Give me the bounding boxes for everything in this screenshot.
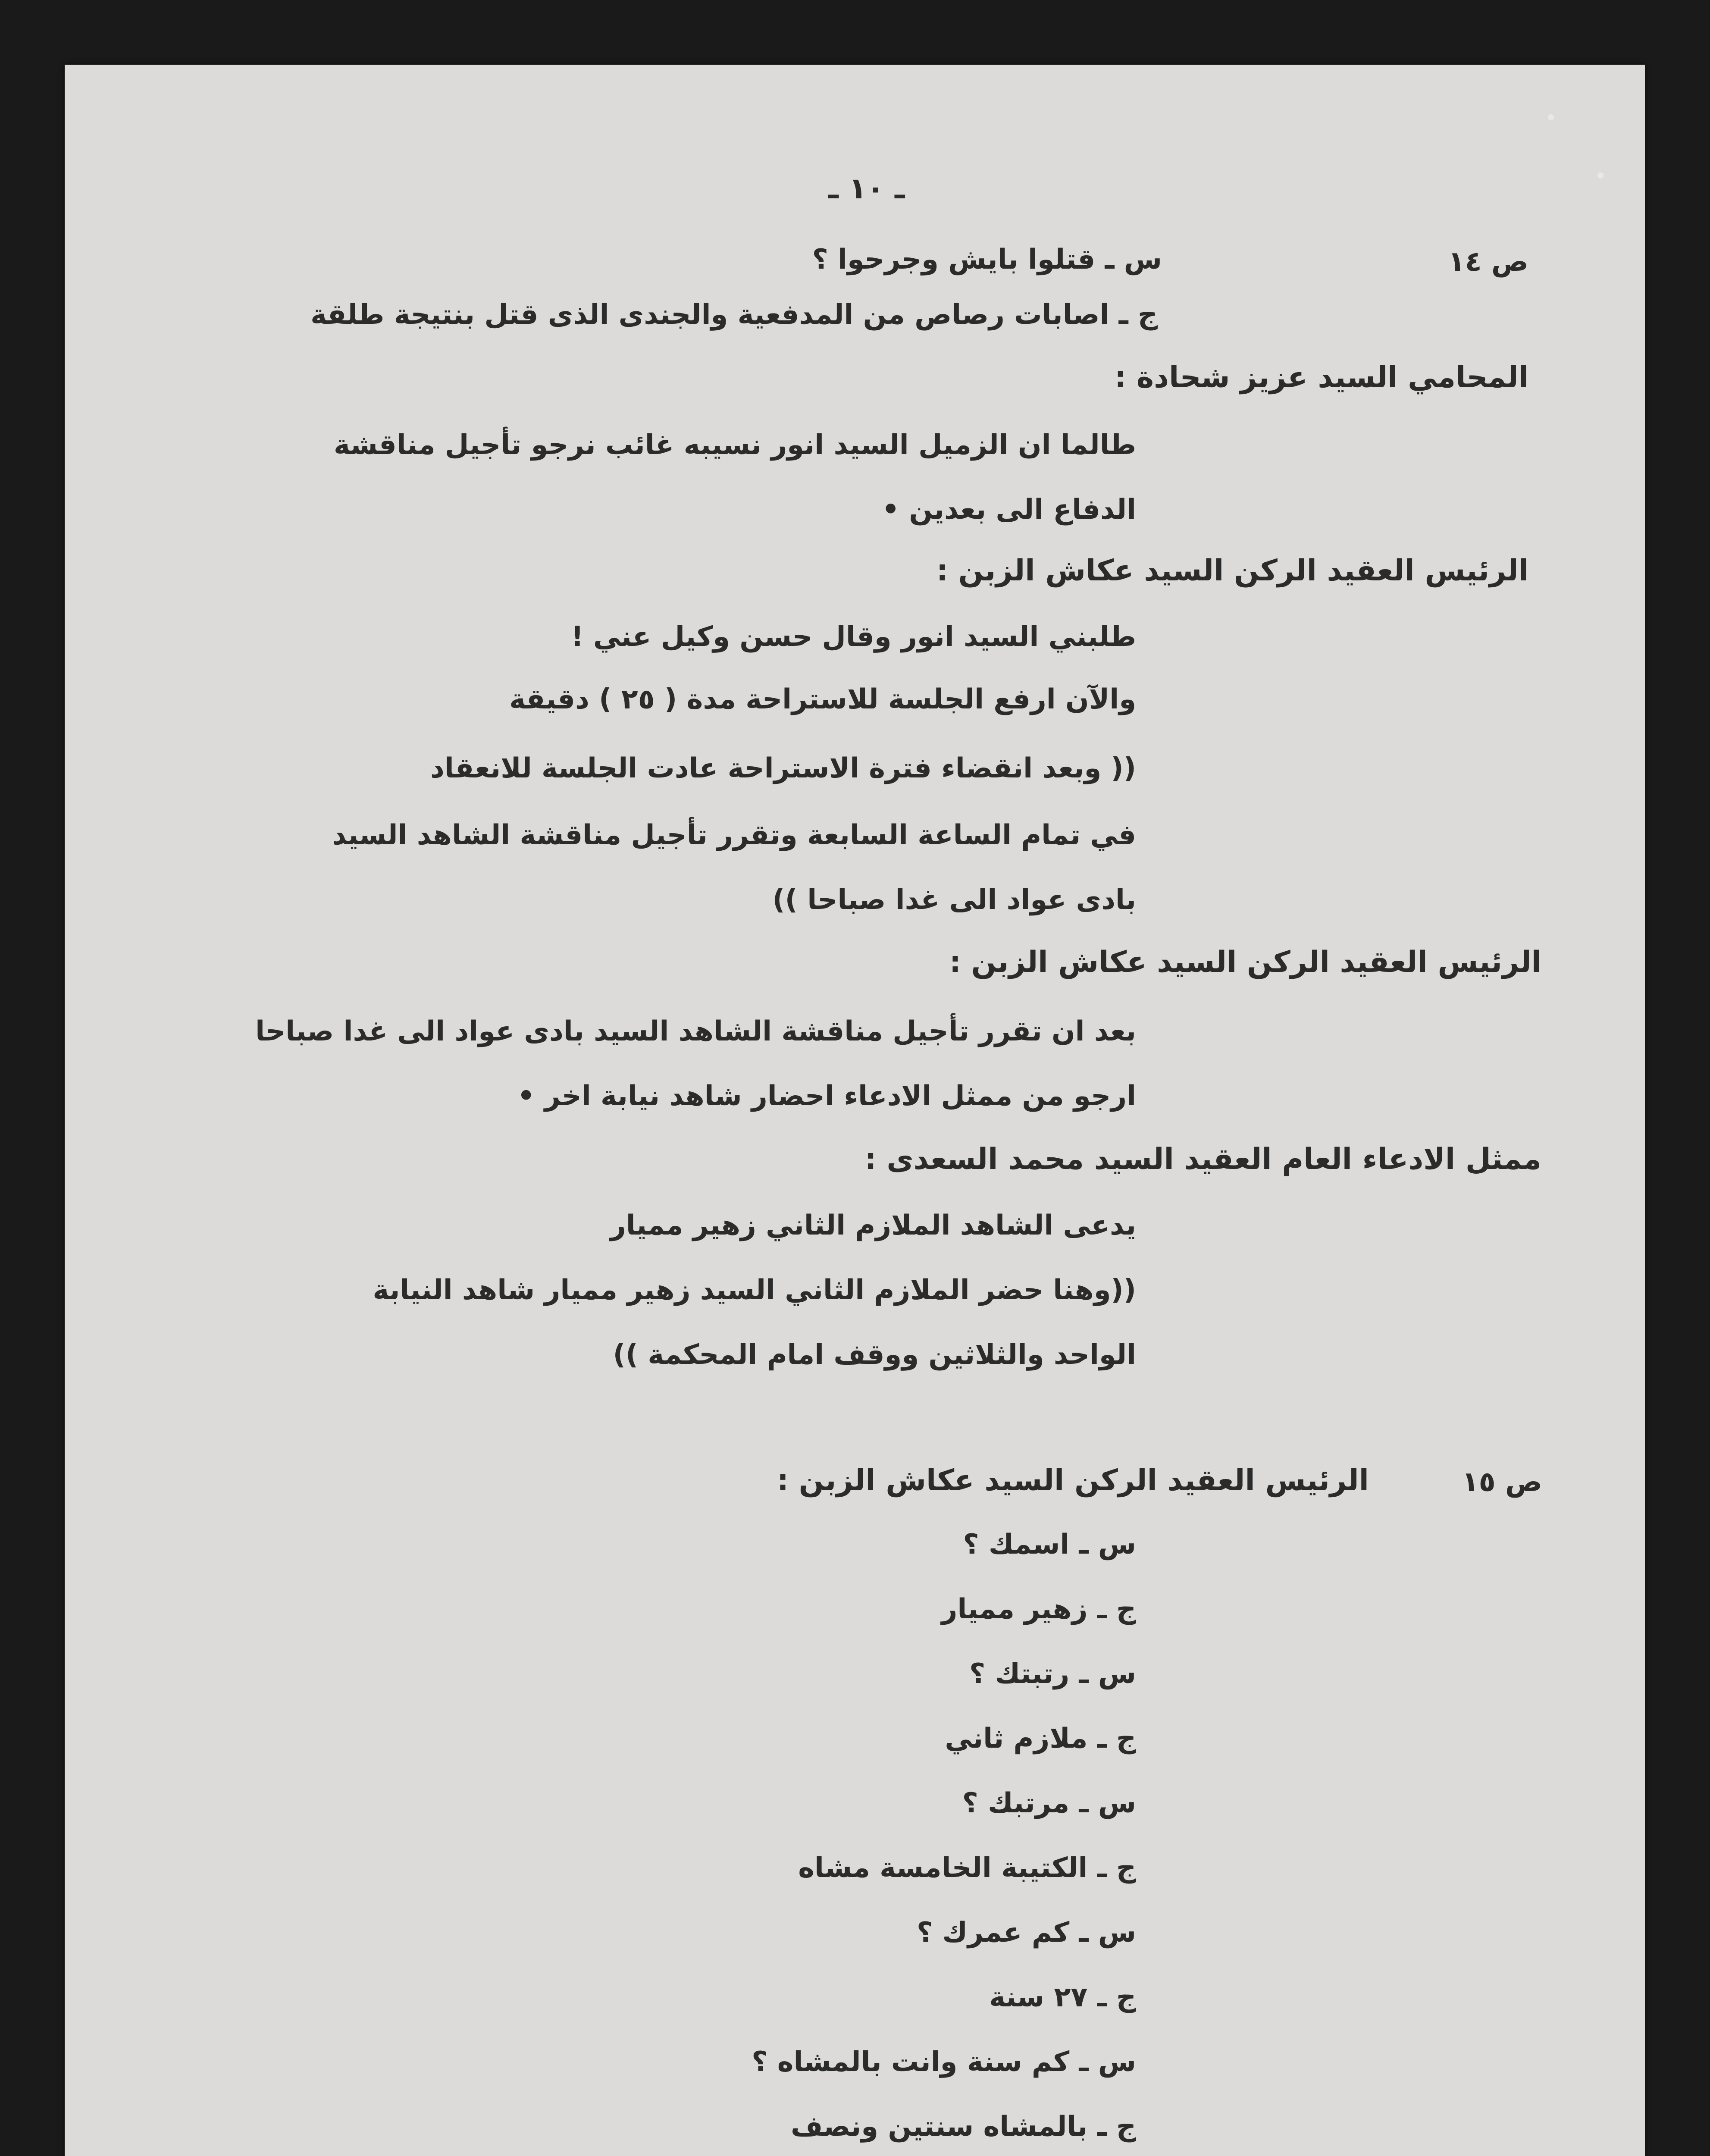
question-line: س ـ اسمك ؟ [963,1529,1136,1561]
speaker-heading: ممثل الادعاء العام العقيد السيد محمد السعدى : [864,1142,1541,1176]
answer-line: ج ـ ملازم ثاني [945,1723,1136,1755]
note-line: الواحد والثلاثين ووقف امام المحكمة )) [613,1339,1136,1371]
note-line: في تمام الساعة السابعة وتقرر تأجيل مناقشة الشاهد السيد [332,819,1136,851]
speaker-heading: الرئيس العقيد الركن السيد عكاش الزبن : [936,554,1528,588]
answer-line: ج ـ اصابات رصاص من المدفعية والجندى الذى قتل بنتيجة طلقة [310,299,1158,331]
question-line: س ـ رتبتك ؟ [969,1658,1136,1690]
document-page [65,65,1645,2156]
statement-line: ارجو من ممثل الادعاء احضار شاهد نيابة اخر • [517,1080,1136,1112]
question-line: س ـ قتلوا بايش وجرحوا ؟ [812,244,1162,276]
background-speck [1597,172,1604,179]
question-line: س ـ كم عمرك ؟ [917,1917,1136,1949]
section-marker-14: ص ١٤ [1448,246,1528,278]
statement-line: طالما ان الزميل السيد انور نسيبه غائب نرجو تأجيل مناقشة [333,429,1136,461]
answer-line: ج ـ بالمشاه سنتين ونصف [790,2111,1136,2143]
page-number: ـ ١٠ ـ [828,172,905,206]
answer-line: ج ـ ٢٧ سنة [989,1981,1136,2013]
answer-line: ج ـ زهير مميار [941,1593,1136,1625]
question-line: س ـ كم سنة وانت بالمشاه ؟ [752,2046,1136,2078]
speaker-heading: الرئيس العقيد الركن السيد عكاش الزبن : [777,1463,1369,1498]
statement-line: بعد ان تقرر تأجيل مناقشة الشاهد السيد بادى عواد الى غدا صباحا [255,1015,1136,1047]
statement-line: يدعى الشاهد الملازم الثاني زهير مميار [610,1210,1136,1241]
speaker-heading: الرئيس العقيد الركن السيد عكاش الزبن : [949,945,1541,979]
statement-line: الدفاع الى بعدين • [882,494,1136,526]
statement-line: طلبني السيد انور وقال حسن وكيل عني ! [571,621,1136,653]
question-line: س ـ مرتبك ؟ [962,1787,1136,1819]
answer-line: ج ـ الكتيبة الخامسة مشاه [798,1852,1136,1884]
note-line: (( وبعد انقضاء فترة الاستراحة عادت الجلسة للانعقاد [430,752,1136,784]
statement-line: والآن ارفع الجلسة للاستراحة مدة ( ٢٥ ) دقيقة [509,683,1136,715]
speaker-heading: المحامي السيد عزيز شحادة : [1115,360,1528,395]
note-line: ((وهنا حضر الملازم الثاني السيد زهير مميار شاهد النيابة [373,1274,1136,1306]
note-line: بادى عواد الى غدا صباحا )) [772,884,1136,916]
background-speck [1548,114,1554,120]
section-marker-15: ص ١٥ [1462,1466,1542,1498]
